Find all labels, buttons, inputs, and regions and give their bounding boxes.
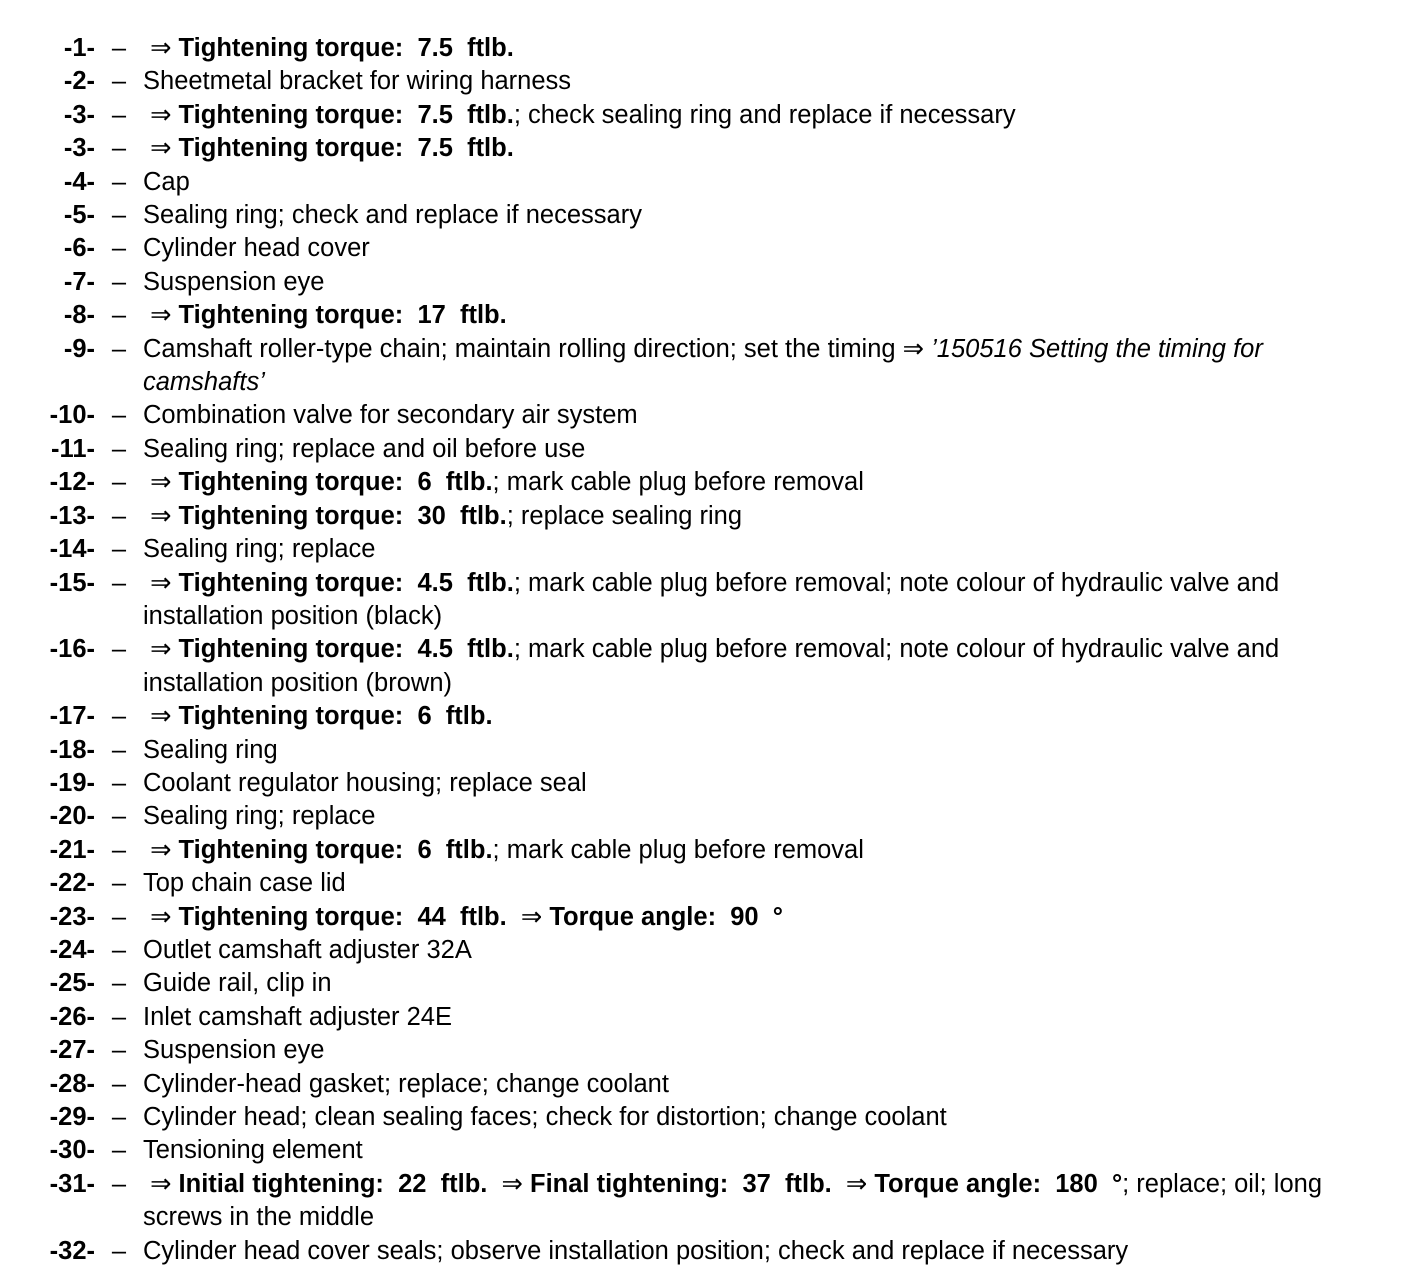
parts-list bbox=[0, 32, 1408, 1268]
item-dash: – bbox=[111, 167, 127, 196]
description-text: Sheetmetal bracket for wiring harness bbox=[143, 67, 572, 96]
arrow-symbol: ⇒ bbox=[487, 1169, 530, 1198]
torque-spec: Tightening torque: 4.5 ftlb. bbox=[178, 568, 514, 597]
list-item bbox=[0, 834, 1408, 867]
torque-spec: Tightening torque: 44 ftlb. bbox=[178, 902, 507, 931]
description-text: ; mark cable plug before removal bbox=[492, 468, 864, 497]
item-description bbox=[143, 65, 1343, 98]
item-dash: – bbox=[111, 535, 127, 564]
list-item bbox=[0, 867, 1408, 900]
torque-spec: Initial tightening: 22 ftlb. bbox=[178, 1169, 488, 1198]
description-text: Sealing ring; replace and oil before use bbox=[143, 434, 586, 463]
item-number: -11- bbox=[51, 434, 95, 463]
description-text: Cylinder-head gasket; replace; change coolant bbox=[143, 1069, 669, 1098]
item-dash: – bbox=[111, 1236, 127, 1265]
item-number: -25- bbox=[49, 969, 95, 998]
description-text: Outlet camshaft adjuster 32A bbox=[143, 935, 472, 964]
list-item bbox=[0, 1235, 1408, 1268]
item-dash: – bbox=[111, 568, 127, 597]
item-dash: – bbox=[111, 902, 127, 931]
item-description bbox=[143, 934, 1343, 967]
list-item bbox=[0, 1034, 1408, 1067]
list-item bbox=[0, 266, 1408, 299]
list-item bbox=[0, 633, 1408, 700]
cross-reference-link[interactable]: ’150516 Setting the timing for camshafts’ bbox=[143, 334, 1270, 397]
arrow-symbol: ⇒ bbox=[143, 468, 179, 497]
item-dash: – bbox=[111, 334, 127, 363]
description-text: Inlet camshaft adjuster 24E bbox=[143, 1002, 453, 1031]
arrow-symbol: ⇒ bbox=[143, 501, 179, 530]
list-item bbox=[0, 65, 1408, 98]
item-description bbox=[143, 433, 1343, 466]
list-item bbox=[0, 767, 1408, 800]
item-number: -21- bbox=[49, 835, 95, 864]
description-text: Sealing ring; replace bbox=[143, 535, 376, 564]
item-dash: – bbox=[111, 835, 127, 864]
item-description bbox=[143, 232, 1343, 265]
list-item bbox=[0, 399, 1408, 432]
torque-spec: Final tightening: 37 ftlb. bbox=[530, 1169, 832, 1198]
item-number: -10- bbox=[49, 401, 95, 430]
arrow-symbol: ⇒ bbox=[143, 34, 179, 62]
list-item bbox=[0, 967, 1408, 1000]
item-number: -16- bbox=[49, 635, 95, 664]
torque-spec: Tightening torque: 30 ftlb. bbox=[178, 501, 507, 530]
arrow-symbol: ⇒ bbox=[143, 835, 179, 864]
item-description bbox=[143, 967, 1343, 1000]
item-description bbox=[143, 1068, 1343, 1101]
item-description bbox=[143, 533, 1343, 566]
list-item bbox=[0, 700, 1408, 733]
arrow-symbol: ⇒ bbox=[831, 1169, 875, 1198]
arrow-symbol: ⇒ bbox=[143, 702, 179, 731]
description-text: Cylinder head; clean sealing faces; check for distortion; change coolant bbox=[143, 1103, 947, 1131]
item-dash: – bbox=[111, 935, 127, 964]
description-text: Sealing ring; replace bbox=[143, 802, 376, 831]
description-text: ; mark cable plug before removal; note colour of hydraulic valve and installation position (black) bbox=[143, 568, 1287, 630]
description-text: Combination valve for secondary air system bbox=[143, 401, 638, 430]
torque-spec: Torque angle: 180 ° bbox=[874, 1169, 1123, 1198]
item-number: -14- bbox=[49, 535, 95, 564]
arrow-symbol: ⇒ bbox=[143, 100, 179, 129]
item-dash: – bbox=[111, 134, 127, 163]
list-item bbox=[0, 333, 1408, 400]
list-item bbox=[0, 567, 1408, 634]
item-description bbox=[143, 333, 1343, 400]
torque-spec: Tightening torque: 6 ftlb. bbox=[178, 468, 493, 497]
description-text: Guide rail, clip in bbox=[143, 969, 332, 998]
item-dash: – bbox=[111, 501, 127, 530]
item-description bbox=[143, 199, 1343, 232]
item-number: -28- bbox=[49, 1069, 95, 1098]
item-number: -17- bbox=[49, 702, 95, 731]
torque-spec: Torque angle: 90 ° bbox=[549, 902, 783, 931]
description-text: Sealing ring bbox=[143, 735, 278, 764]
item-number: -22- bbox=[49, 869, 95, 898]
item-dash: – bbox=[111, 702, 127, 731]
item-description bbox=[143, 633, 1343, 700]
item-description bbox=[143, 500, 1343, 533]
item-description bbox=[143, 567, 1343, 634]
item-dash: – bbox=[111, 67, 127, 96]
list-item bbox=[0, 199, 1408, 232]
item-dash: – bbox=[111, 100, 127, 129]
item-description bbox=[143, 1001, 1343, 1034]
list-item bbox=[0, 1101, 1408, 1134]
list-item bbox=[0, 734, 1408, 767]
item-description bbox=[143, 1168, 1343, 1235]
item-dash: – bbox=[111, 869, 127, 898]
item-dash: – bbox=[111, 768, 127, 797]
list-item bbox=[0, 533, 1408, 566]
list-item bbox=[0, 800, 1408, 833]
list-item bbox=[0, 99, 1408, 132]
item-description bbox=[143, 266, 1343, 299]
list-item bbox=[0, 433, 1408, 466]
description-text: ; replace sealing ring bbox=[506, 501, 743, 530]
description-text: Sealing ring; check and replace if necessary bbox=[143, 201, 642, 230]
item-number: -3- bbox=[63, 134, 95, 163]
item-number: -4- bbox=[63, 167, 95, 196]
item-dash: – bbox=[111, 1036, 127, 1065]
torque-spec: Tightening torque: 7.5 ftlb. bbox=[178, 34, 514, 62]
item-description bbox=[143, 1101, 1343, 1134]
torque-spec: Tightening torque: 7.5 ftlb. bbox=[178, 100, 514, 129]
item-number: -31- bbox=[49, 1169, 95, 1198]
item-number: -19- bbox=[49, 768, 95, 797]
item-description bbox=[143, 299, 1343, 332]
item-number: -12- bbox=[49, 468, 95, 497]
arrow-symbol: ⇒ bbox=[143, 301, 179, 330]
item-dash: – bbox=[111, 468, 127, 497]
item-number: -6- bbox=[63, 234, 95, 263]
description-text: Suspension eye bbox=[143, 1036, 325, 1065]
item-number: -30- bbox=[49, 1136, 95, 1165]
description-text: Cap bbox=[143, 167, 190, 196]
description-text: ; mark cable plug before removal bbox=[492, 835, 864, 864]
item-number: -13- bbox=[49, 501, 95, 530]
item-dash: – bbox=[111, 1169, 127, 1198]
list-item bbox=[0, 232, 1408, 265]
list-item bbox=[0, 1134, 1408, 1167]
item-number: -27- bbox=[49, 1036, 95, 1065]
description-text: ; mark cable plug before removal; note colour of hydraulic valve and installation position (brown) bbox=[143, 635, 1287, 697]
item-number: -26- bbox=[49, 1002, 95, 1031]
item-dash: – bbox=[111, 1136, 127, 1165]
arrow-symbol: ⇒ bbox=[143, 635, 179, 664]
item-number: -24- bbox=[49, 935, 95, 964]
item-dash: – bbox=[111, 635, 127, 664]
arrow-symbol: ⇒ bbox=[143, 568, 179, 597]
item-number: -1- bbox=[63, 34, 95, 62]
item-description bbox=[143, 1134, 1343, 1167]
item-dash: – bbox=[111, 401, 127, 430]
item-description bbox=[143, 1034, 1343, 1067]
torque-spec: Tightening torque: 7.5 ftlb. bbox=[178, 134, 514, 163]
item-dash: – bbox=[111, 201, 127, 230]
item-dash: – bbox=[111, 735, 127, 764]
list-item bbox=[0, 32, 1408, 65]
list-item bbox=[0, 934, 1408, 967]
list-item bbox=[0, 1168, 1408, 1235]
list-item bbox=[0, 466, 1408, 499]
arrow-symbol: ⇒ bbox=[143, 134, 179, 163]
torque-spec: Tightening torque: 6 ftlb. bbox=[178, 835, 493, 864]
item-number: -18- bbox=[49, 735, 95, 764]
item-number: -20- bbox=[49, 802, 95, 831]
item-description bbox=[143, 734, 1343, 767]
description-text: Coolant regulator housing; replace seal bbox=[143, 768, 587, 797]
list-item bbox=[0, 1001, 1408, 1034]
description-text: Tensioning element bbox=[143, 1136, 363, 1165]
list-item bbox=[0, 132, 1408, 165]
list-item bbox=[0, 299, 1408, 332]
item-dash: – bbox=[111, 1069, 127, 1098]
item-description bbox=[143, 867, 1343, 900]
item-dash: – bbox=[111, 969, 127, 998]
item-number: -15- bbox=[49, 568, 95, 597]
item-description bbox=[143, 466, 1343, 499]
item-number: -32- bbox=[49, 1236, 95, 1265]
item-dash: – bbox=[111, 802, 127, 831]
item-description bbox=[143, 132, 1343, 165]
arrow-symbol: ⇒ bbox=[506, 902, 550, 931]
item-dash: – bbox=[111, 1002, 127, 1031]
description-text: Suspension eye bbox=[143, 267, 325, 296]
item-dash: – bbox=[111, 34, 127, 62]
arrow-symbol: ⇒ bbox=[143, 902, 179, 931]
item-description bbox=[143, 32, 1343, 65]
item-number: -2- bbox=[63, 67, 95, 96]
description-text: Cylinder head cover bbox=[143, 234, 370, 263]
item-description bbox=[143, 99, 1343, 132]
item-description bbox=[143, 399, 1343, 432]
item-description bbox=[143, 166, 1343, 199]
torque-spec: Tightening torque: 6 ftlb. bbox=[178, 702, 493, 731]
item-number: -29- bbox=[49, 1103, 95, 1131]
item-dash: – bbox=[111, 234, 127, 263]
list-item bbox=[0, 1068, 1408, 1101]
torque-spec: Tightening torque: 4.5 ftlb. bbox=[178, 635, 514, 664]
item-description bbox=[143, 767, 1343, 800]
torque-spec: Tightening torque: 17 ftlb. bbox=[178, 301, 507, 330]
description-text: Cylinder head cover seals; observe installation position; check and replace if necessary bbox=[143, 1236, 1129, 1265]
arrow-symbol: ⇒ bbox=[143, 1169, 179, 1198]
item-description bbox=[143, 1235, 1343, 1268]
item-dash: – bbox=[111, 267, 127, 296]
item-number: -8- bbox=[63, 301, 95, 330]
description-text: ; replace; oil; long screws in the middle bbox=[143, 1169, 1330, 1232]
description-text: ; check sealing ring and replace if necessary bbox=[513, 100, 1016, 129]
list-item bbox=[0, 901, 1408, 934]
item-description bbox=[143, 800, 1343, 833]
item-number: -23- bbox=[49, 902, 95, 931]
item-number: -7- bbox=[63, 267, 95, 296]
item-description bbox=[143, 901, 1343, 934]
item-dash: – bbox=[111, 1103, 127, 1131]
list-item bbox=[0, 500, 1408, 533]
item-number: -9- bbox=[63, 334, 95, 363]
description-text: Camshaft roller-type chain; maintain rolling direction; set the timing ⇒ bbox=[143, 334, 932, 363]
list-item bbox=[0, 166, 1408, 199]
description-text: Top chain case lid bbox=[143, 869, 346, 898]
item-dash: – bbox=[111, 434, 127, 463]
item-description bbox=[143, 834, 1343, 867]
item-description bbox=[143, 700, 1343, 733]
item-dash: – bbox=[111, 301, 127, 330]
item-number: -5- bbox=[63, 201, 95, 230]
item-number: -3- bbox=[63, 100, 95, 129]
